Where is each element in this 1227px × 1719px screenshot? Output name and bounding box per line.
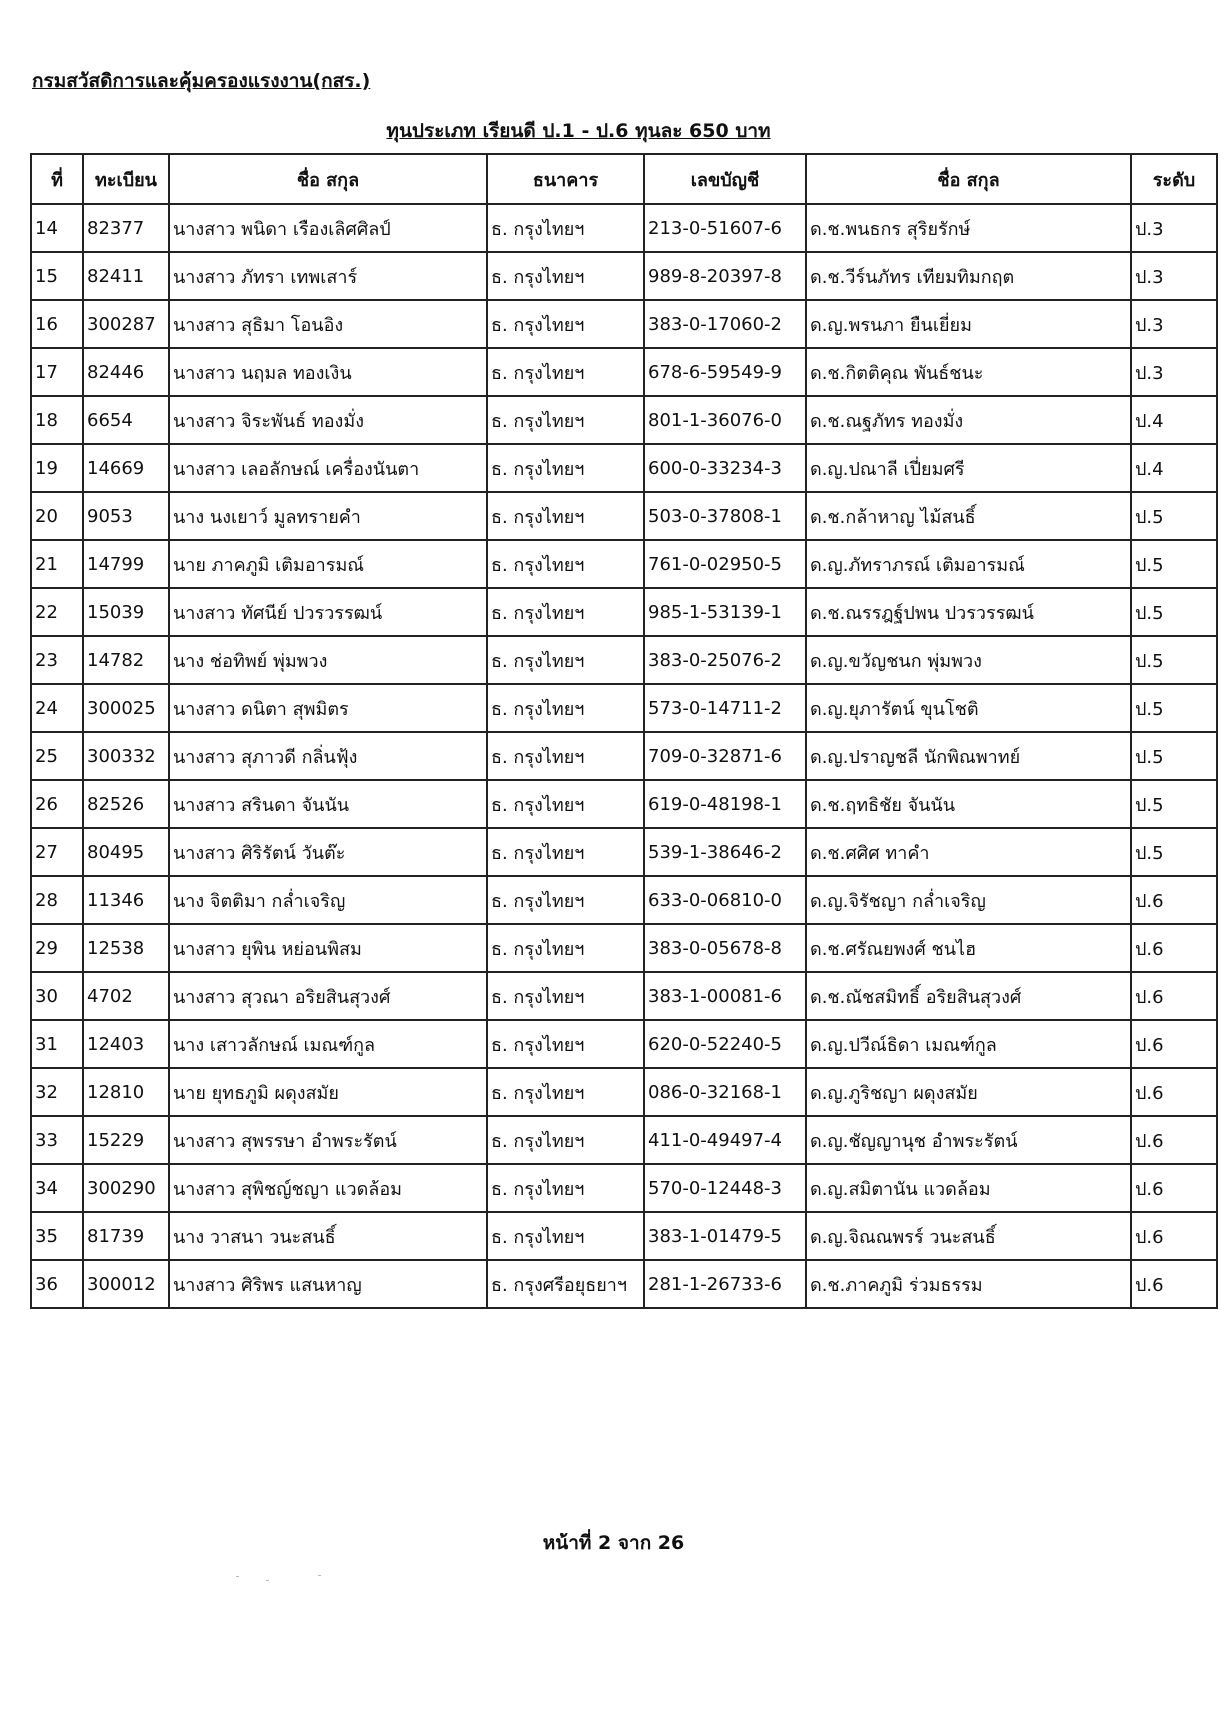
- parent-name: นาง จิตติมา กล่ำเจริญ: [169, 876, 487, 924]
- education-level: ป.4: [1131, 444, 1217, 492]
- parent-name: นาง วาสนา วนะสนธิ์: [169, 1212, 487, 1260]
- bank-name: ธ. กรุงไทยฯ: [487, 684, 644, 732]
- registration-number: 14669: [83, 444, 169, 492]
- row-number: 35: [31, 1212, 83, 1260]
- child-name: ด.ญ.จิณณพรร์ วนะสนธิ์: [806, 1212, 1131, 1260]
- education-level: ป.6: [1131, 876, 1217, 924]
- account-number: 619-0-48198-1: [644, 780, 806, 828]
- parent-name: นางสาว นฤมล ทองเงิน: [169, 348, 487, 396]
- education-level: ป.6: [1131, 1260, 1217, 1308]
- column-header-registration: ทะเบียน: [83, 154, 169, 204]
- table-row: [31, 492, 1217, 540]
- bank-name: ธ. กรุงไทยฯ: [487, 204, 644, 252]
- education-level: ป.5: [1131, 588, 1217, 636]
- child-name: ด.ช.ศรัณยพงศ์ ชนไฮ: [806, 924, 1131, 972]
- table-row: [31, 540, 1217, 588]
- table-row: [31, 204, 1217, 252]
- account-number: 633-0-06810-0: [644, 876, 806, 924]
- parent-name: นาย ภาคภูมิ เติมอารมณ์: [169, 540, 487, 588]
- registration-number: 300012: [83, 1260, 169, 1308]
- registration-number: 300332: [83, 732, 169, 780]
- table-header: [31, 154, 1217, 204]
- table-row: [31, 252, 1217, 300]
- parent-name: นางสาว ศิริรัตน์ วันต๊ะ: [169, 828, 487, 876]
- child-name: ด.ญ.ภัทราภรณ์ เติมอารมณ์: [806, 540, 1131, 588]
- table-row: [31, 780, 1217, 828]
- table-row: [31, 396, 1217, 444]
- registration-number: 82526: [83, 780, 169, 828]
- education-level: ป.6: [1131, 1068, 1217, 1116]
- row-number: 26: [31, 780, 83, 828]
- table-row: [31, 636, 1217, 684]
- table-title: ทุนประเภท เรียนดี ป.1 - ป.6 ทุนละ 650 บาท: [386, 120, 771, 142]
- table-row: [31, 1260, 1217, 1308]
- account-number: 411-0-49497-4: [644, 1116, 806, 1164]
- registration-number: 12538: [83, 924, 169, 972]
- bank-name: ธ. กรุงไทยฯ: [487, 396, 644, 444]
- table-row: [31, 348, 1217, 396]
- table-body: [31, 204, 1217, 1308]
- child-name: ด.ญ.ขวัญชนก พุ่มพวง: [806, 636, 1131, 684]
- registration-number: 300025: [83, 684, 169, 732]
- scan-speck: [236, 1576, 239, 1577]
- child-name: ด.ช.กิตติคุณ พันธ์ชนะ: [806, 348, 1131, 396]
- column-header-child-name: ชื่อ สกุล: [806, 154, 1131, 204]
- table-row: [31, 1116, 1217, 1164]
- header-row: [31, 154, 1217, 204]
- registration-number: 300287: [83, 300, 169, 348]
- child-name: ด.ญ.ภูริชญา ผดุงสมัย: [806, 1068, 1131, 1116]
- parent-name: นาง นงเยาว์ มูลทรายคำ: [169, 492, 487, 540]
- parent-name: นางสาว ยุพิน หย่อนพิสม: [169, 924, 487, 972]
- registration-number: 15229: [83, 1116, 169, 1164]
- education-level: ป.6: [1131, 1116, 1217, 1164]
- row-number: 34: [31, 1164, 83, 1212]
- parent-name: นางสาว เลอลักษณ์ เครื่องนันตา: [169, 444, 487, 492]
- child-name: ด.ช.พนธกร สุริยรักษ์: [806, 204, 1131, 252]
- education-level: ป.3: [1131, 252, 1217, 300]
- parent-name: นางสาว ทัศนีย์ ปวรวรรฒน์: [169, 588, 487, 636]
- row-number: 25: [31, 732, 83, 780]
- child-name: ด.ญ.ยุภารัตน์ ขุนโชติ: [806, 684, 1131, 732]
- column-header-number: ที่: [31, 154, 83, 204]
- education-level: ป.5: [1131, 780, 1217, 828]
- registration-number: 12810: [83, 1068, 169, 1116]
- row-number: 29: [31, 924, 83, 972]
- registration-number: 82446: [83, 348, 169, 396]
- child-name: ด.ญ.ปราญชลี นักพิณพาทย์: [806, 732, 1131, 780]
- registration-number: 15039: [83, 588, 169, 636]
- account-number: 383-1-01479-5: [644, 1212, 806, 1260]
- row-number: 22: [31, 588, 83, 636]
- child-name: ด.ช.ณรรฎฐ์ปพน ปวรวรรฒน์: [806, 588, 1131, 636]
- parent-name: นางสาว สุธิมา โอนอิง: [169, 300, 487, 348]
- parent-name: นางสาว จิระพันธ์ ทองมั่ง: [169, 396, 487, 444]
- education-level: ป.6: [1131, 1164, 1217, 1212]
- education-level: ป.3: [1131, 204, 1217, 252]
- registration-number: 4702: [83, 972, 169, 1020]
- parent-name: นาง เสาวลักษณ์ เมณฑ์กูล: [169, 1020, 487, 1068]
- parent-name: นางสาว พนิดา เรืองเลิศศิลป์: [169, 204, 487, 252]
- row-number: 20: [31, 492, 83, 540]
- bank-name: ธ. กรุงไทยฯ: [487, 636, 644, 684]
- education-level: ป.5: [1131, 828, 1217, 876]
- table-row: [31, 588, 1217, 636]
- parent-name: นางสาว ดนิตา สุพมิตร: [169, 684, 487, 732]
- registration-number: 300290: [83, 1164, 169, 1212]
- parent-name: นางสาว สรินดา จันนัน: [169, 780, 487, 828]
- registration-number: 6654: [83, 396, 169, 444]
- table-row: [31, 444, 1217, 492]
- bank-name: ธ. กรุงศรีอยุธยาฯ: [487, 1260, 644, 1308]
- child-name: ด.ช.ศศิศ ทาคำ: [806, 828, 1131, 876]
- child-name: ด.ญ.ปณาลี เปี่ยมศรี: [806, 444, 1131, 492]
- education-level: ป.5: [1131, 684, 1217, 732]
- table-row: [31, 1164, 1217, 1212]
- child-name: ด.ช.ฤทธิชัย จันนัน: [806, 780, 1131, 828]
- education-level: ป.6: [1131, 924, 1217, 972]
- child-name: ด.ญ.พรนภา ยืนเยี่ยม: [806, 300, 1131, 348]
- bank-name: ธ. กรุงไทยฯ: [487, 780, 644, 828]
- row-number: 16: [31, 300, 83, 348]
- account-number: 678-6-59549-9: [644, 348, 806, 396]
- bank-name: ธ. กรุงไทยฯ: [487, 300, 644, 348]
- account-number: 539-1-38646-2: [644, 828, 806, 876]
- row-number: 24: [31, 684, 83, 732]
- parent-name: นางสาว สุพรรษา อำพระรัตน์: [169, 1116, 487, 1164]
- registration-number: 81739: [83, 1212, 169, 1260]
- child-name: ด.ช.ณัชสมิทธิ์ อริยสินสุวงศ์: [806, 972, 1131, 1020]
- parent-name: นางสาว ศิริพร แสนหาญ: [169, 1260, 487, 1308]
- education-level: ป.6: [1131, 972, 1217, 1020]
- account-number: 383-0-25076-2: [644, 636, 806, 684]
- table-row: [31, 300, 1217, 348]
- bank-name: ธ. กรุงไทยฯ: [487, 732, 644, 780]
- row-number: 36: [31, 1260, 83, 1308]
- registration-number: 82411: [83, 252, 169, 300]
- child-name: ด.ช.กล้าหาญ ไม้สนธิ์: [806, 492, 1131, 540]
- account-number: 989-8-20397-8: [644, 252, 806, 300]
- account-number: 620-0-52240-5: [644, 1020, 806, 1068]
- bank-name: ธ. กรุงไทยฯ: [487, 1068, 644, 1116]
- education-level: ป.5: [1131, 540, 1217, 588]
- table-row: [31, 1212, 1217, 1260]
- bank-name: ธ. กรุงไทยฯ: [487, 924, 644, 972]
- row-number: 14: [31, 204, 83, 252]
- row-number: 31: [31, 1020, 83, 1068]
- table-row: [31, 876, 1217, 924]
- column-header-account-number: เลขบัญชี: [644, 154, 806, 204]
- parent-name: นาย ยุทธภูมิ ผดุงสมัย: [169, 1068, 487, 1116]
- bank-name: ธ. กรุงไทยฯ: [487, 828, 644, 876]
- bank-name: ธ. กรุงไทยฯ: [487, 588, 644, 636]
- education-level: ป.3: [1131, 300, 1217, 348]
- registration-number: 12403: [83, 1020, 169, 1068]
- row-number: 30: [31, 972, 83, 1020]
- account-number: 383-0-17060-2: [644, 300, 806, 348]
- bank-name: ธ. กรุงไทยฯ: [487, 972, 644, 1020]
- registration-number: 9053: [83, 492, 169, 540]
- bank-name: ธ. กรุงไทยฯ: [487, 444, 644, 492]
- account-number: 383-0-05678-8: [644, 924, 806, 972]
- account-number: 801-1-36076-0: [644, 396, 806, 444]
- registration-number: 11346: [83, 876, 169, 924]
- row-number: 27: [31, 828, 83, 876]
- page-number: หน้าที่ 2 จาก 26: [542, 1532, 685, 1554]
- education-level: ป.6: [1131, 1020, 1217, 1068]
- table-row: [31, 732, 1217, 780]
- account-number: 985-1-53139-1: [644, 588, 806, 636]
- column-header-parent-name: ชื่อ สกุล: [169, 154, 487, 204]
- bank-name: ธ. กรุงไทยฯ: [487, 1020, 644, 1068]
- row-number: 19: [31, 444, 83, 492]
- parent-name: นางสาว สุพิชญ์ชญา แวดล้อม: [169, 1164, 487, 1212]
- row-number: 33: [31, 1116, 83, 1164]
- bank-name: ธ. กรุงไทยฯ: [487, 1212, 644, 1260]
- bank-name: ธ. กรุงไทยฯ: [487, 1164, 644, 1212]
- scan-speck: [318, 1575, 321, 1576]
- table-row: [31, 1068, 1217, 1116]
- scholarship-table: [30, 153, 1218, 1309]
- bank-name: ธ. กรุงไทยฯ: [487, 1116, 644, 1164]
- table-row: [31, 1020, 1217, 1068]
- bank-name: ธ. กรุงไทยฯ: [487, 348, 644, 396]
- child-name: ด.ช.ณฐภัทร ทองมั่ง: [806, 396, 1131, 444]
- account-number: 709-0-32871-6: [644, 732, 806, 780]
- account-number: 281-1-26733-6: [644, 1260, 806, 1308]
- bank-name: ธ. กรุงไทยฯ: [487, 252, 644, 300]
- row-number: 28: [31, 876, 83, 924]
- table-row: [31, 924, 1217, 972]
- column-header-bank: ธนาคาร: [487, 154, 644, 204]
- row-number: 15: [31, 252, 83, 300]
- bank-name: ธ. กรุงไทยฯ: [487, 540, 644, 588]
- education-level: ป.6: [1131, 1212, 1217, 1260]
- account-number: 503-0-37808-1: [644, 492, 806, 540]
- registration-number: 82377: [83, 204, 169, 252]
- child-name: ด.ช.วีร์นภัทร เทียมทิมกฤต: [806, 252, 1131, 300]
- parent-name: นางสาว ภัทรา เทพเสาร์: [169, 252, 487, 300]
- bank-name: ธ. กรุงไทยฯ: [487, 876, 644, 924]
- child-name: ด.ญ.ปวีณ์ธิดา เมณฑ์กูล: [806, 1020, 1131, 1068]
- education-level: ป.5: [1131, 636, 1217, 684]
- parent-name: นาง ช่อทิพย์ พุ่มพวง: [169, 636, 487, 684]
- account-number: 600-0-33234-3: [644, 444, 806, 492]
- table-row: [31, 972, 1217, 1020]
- row-number: 21: [31, 540, 83, 588]
- education-level: ป.5: [1131, 492, 1217, 540]
- row-number: 17: [31, 348, 83, 396]
- registration-number: 14799: [83, 540, 169, 588]
- parent-name: นางสาว สุภาวดี กลิ่นฟุ้ง: [169, 732, 487, 780]
- table-row: [31, 684, 1217, 732]
- parent-name: นางสาว สุวณา อริยสินสุวงศ์: [169, 972, 487, 1020]
- child-name: ด.ญ.จิรัชญา กล่ำเจริญ: [806, 876, 1131, 924]
- education-level: ป.4: [1131, 396, 1217, 444]
- table-row: [31, 828, 1217, 876]
- education-level: ป.5: [1131, 732, 1217, 780]
- registration-number: 80495: [83, 828, 169, 876]
- scan-speck: [266, 1580, 269, 1581]
- row-number: 23: [31, 636, 83, 684]
- account-number: 383-1-00081-6: [644, 972, 806, 1020]
- row-number: 32: [31, 1068, 83, 1116]
- child-name: ด.ญ.สมิตานัน แวดล้อม: [806, 1164, 1131, 1212]
- education-level: ป.3: [1131, 348, 1217, 396]
- bank-name: ธ. กรุงไทยฯ: [487, 492, 644, 540]
- account-number: 573-0-14711-2: [644, 684, 806, 732]
- registration-number: 14782: [83, 636, 169, 684]
- account-number: 213-0-51607-6: [644, 204, 806, 252]
- child-name: ด.ช.ภาคภูมิ ร่วมธรรม: [806, 1260, 1131, 1308]
- column-header-level: ระดับ: [1131, 154, 1217, 204]
- child-name: ด.ญ.ชัญญานุช อำพระรัตน์: [806, 1116, 1131, 1164]
- account-number: 761-0-02950-5: [644, 540, 806, 588]
- row-number: 18: [31, 396, 83, 444]
- organization-header: กรมสวัสดิการและคุ้มครองแรงงาน(กสร.): [32, 70, 371, 92]
- account-number: 086-0-32168-1: [644, 1068, 806, 1116]
- account-number: 570-0-12448-3: [644, 1164, 806, 1212]
